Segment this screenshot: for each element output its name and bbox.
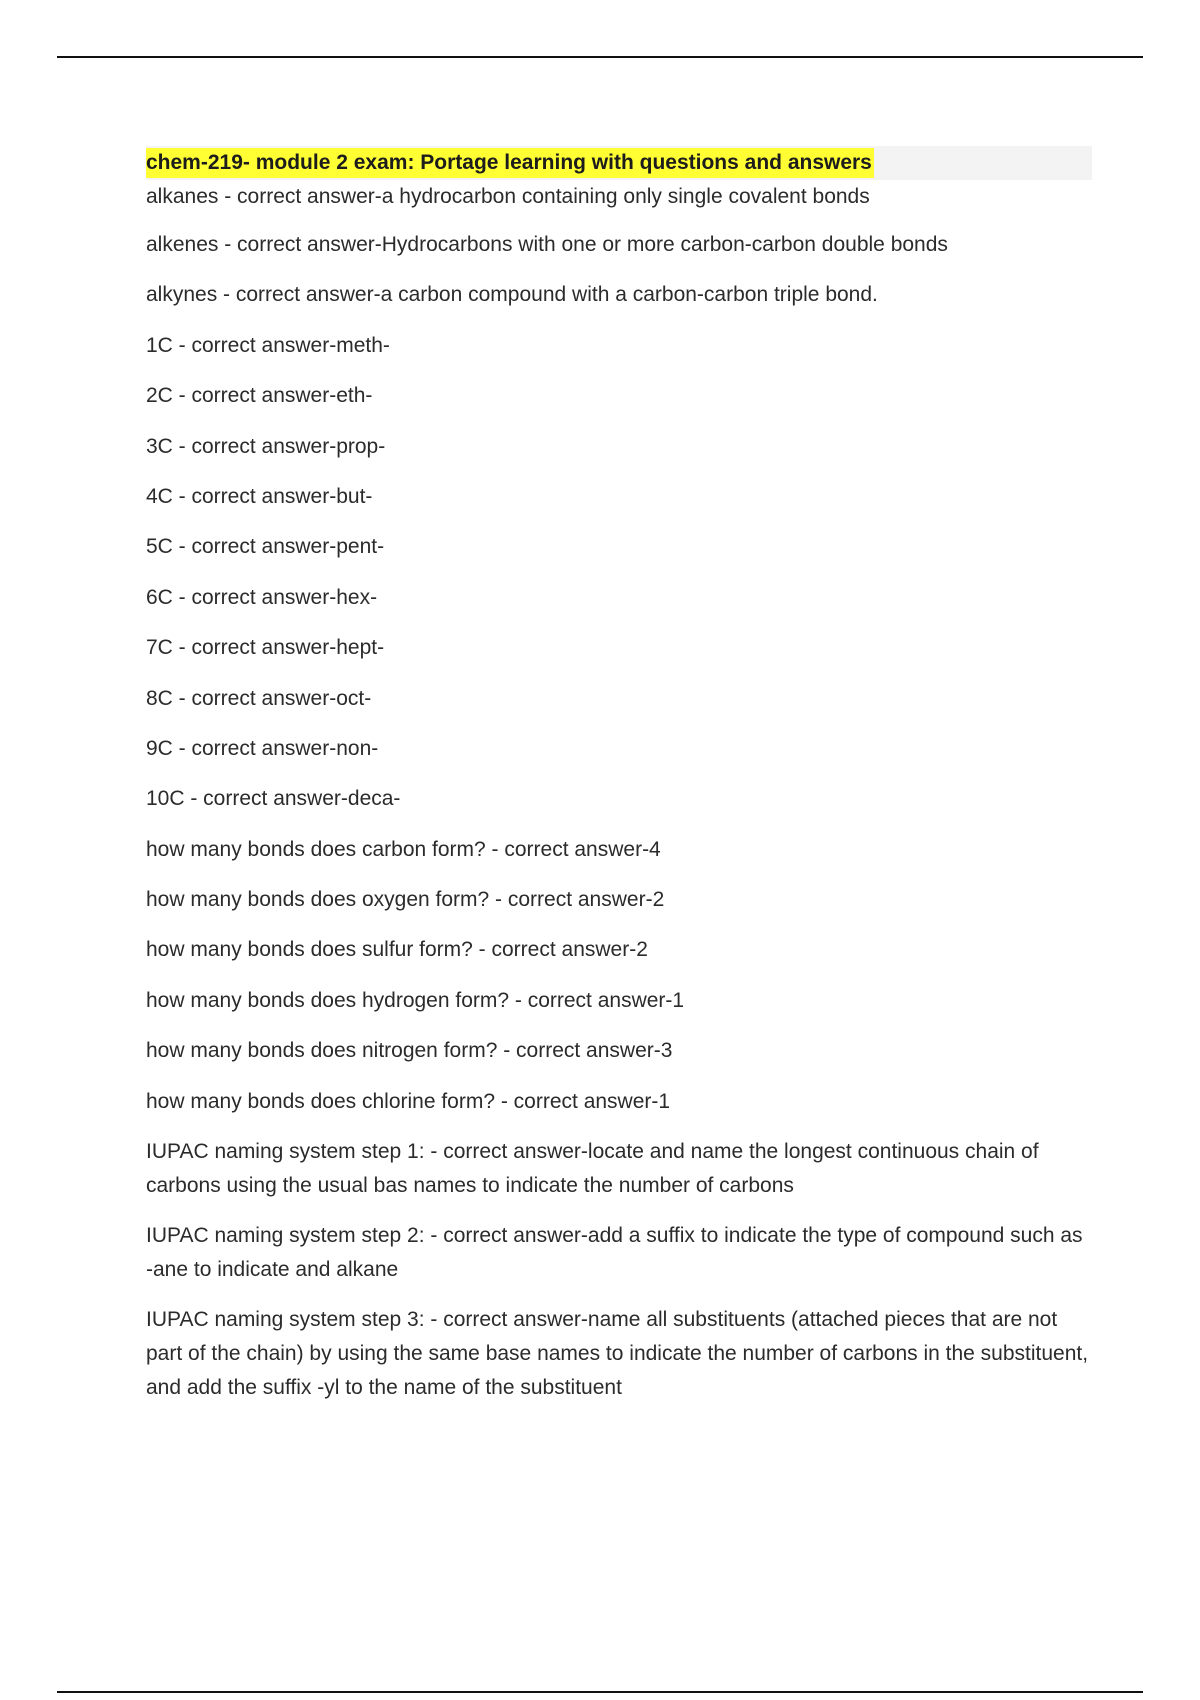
qa-entry-iupac-step-2: IUPAC naming system step 2: - correct answer-add a suffix to indicate the type of compound such as -ane to indicate and alkane — [146, 1224, 1083, 1282]
qa-entry-sulfur-bonds: how many bonds does sulfur form? - correct answer-2 — [146, 938, 648, 962]
title-bar — [146, 146, 1092, 180]
document-content — [146, 146, 1092, 1421]
page-top-rule — [57, 56, 1143, 58]
qa-entry-10c: 10C - correct answer-deca- — [146, 787, 401, 811]
qa-entry-iupac-step-1: IUPAC naming system step 1: - correct answer-locate and name the longest continuous chain of carbons using the usual bas names to indicate the number of carbons — [146, 1140, 1039, 1198]
qa-list — [146, 180, 1092, 1405]
qa-entry-8c: 8C - correct answer-oct- — [146, 686, 372, 710]
qa-entry-5c: 5C - correct answer-pent- — [146, 535, 385, 559]
qa-entry-alkynes: alkynes - correct answer-a carbon compound with a carbon-carbon triple bond. — [146, 283, 878, 307]
qa-entry-nitrogen-bonds: how many bonds does nitrogen form? - correct answer-3 — [146, 1039, 673, 1063]
qa-entry-alkanes: alkanes - correct answer-a hydrocarbon containing only single covalent bonds — [146, 185, 870, 208]
qa-entry-alkenes: alkenes - correct answer-Hydrocarbons with one or more carbon-carbon double bonds — [146, 233, 948, 256]
qa-entry-chlorine-bonds: how many bonds does chlorine form? - correct answer-1 — [146, 1089, 671, 1113]
qa-entry-4c: 4C - correct answer-but- — [146, 484, 373, 508]
qa-entry-oxygen-bonds: how many bonds does oxygen form? - correct answer-2 — [146, 888, 665, 912]
qa-entry-iupac-step-3: IUPAC naming system step 3: - correct answer-name all substituents (attached pieces that are not part of the chain) by using the same base names to indicate the number of carbons in the substituent, and add the suffix -yl to the name of the substituent — [146, 1308, 1089, 1400]
document-title: chem-219- module 2 exam: Portage learning with questions and answers — [146, 148, 874, 178]
qa-entry-9c: 9C - correct answer-non- — [146, 736, 379, 760]
qa-entry-2c: 2C - correct answer-eth- — [146, 384, 373, 408]
qa-entry-hydrogen-bonds: how many bonds does hydrogen form? - correct answer-1 — [146, 988, 685, 1012]
qa-entry-7c: 7C - correct answer-hept- — [146, 636, 385, 660]
qa-entry-6c: 6C - correct answer-hex- — [146, 585, 378, 609]
page-bottom-rule — [57, 1691, 1143, 1693]
qa-entry-3c: 3C - correct answer-prop- — [146, 434, 386, 458]
qa-entry-1c: 1C - correct answer-meth- — [146, 333, 390, 357]
qa-entry-carbon-bonds: how many bonds does carbon form? - correct answer-4 — [146, 837, 661, 861]
